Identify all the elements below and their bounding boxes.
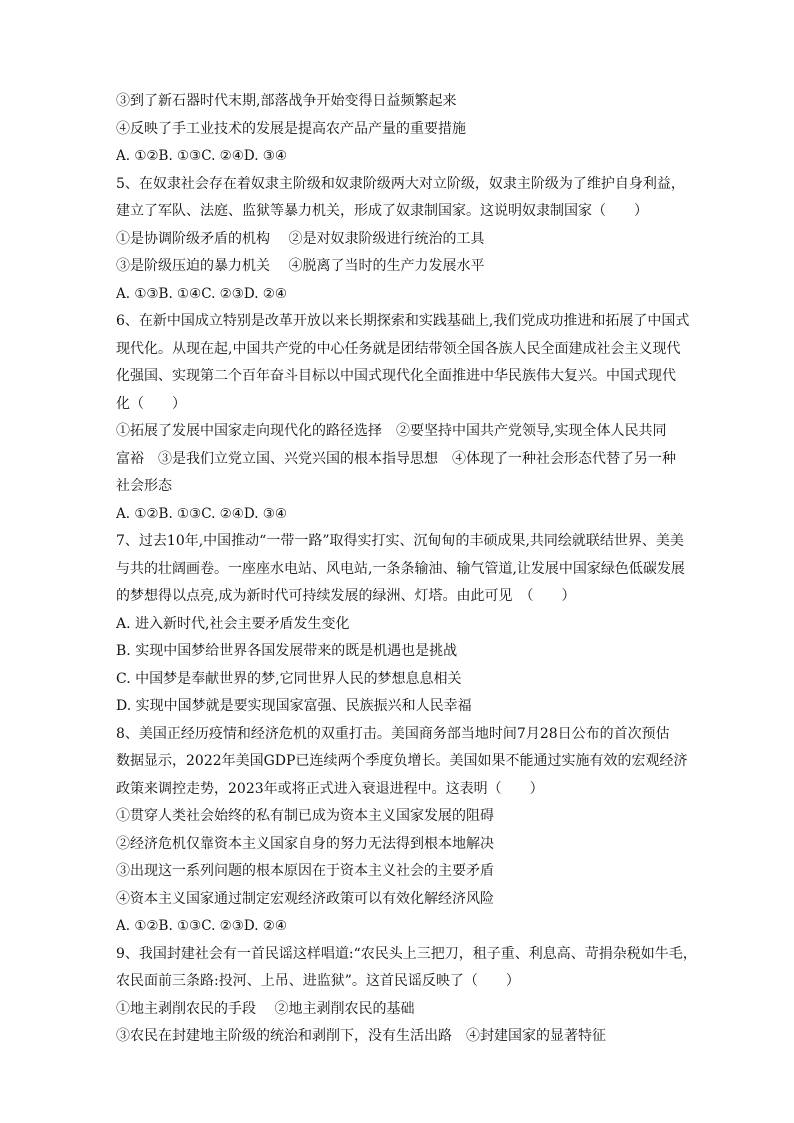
question-7-line-2: 与共的壮阔画卷。一座座水电站、风电站,一条条输油、输气管道,让发展中国家绿色低碳发展 — [116, 560, 685, 577]
question-7-option-b: B. 实现中国梦给世界各国发展带来的既是机遇也是挑战 — [116, 643, 458, 659]
question-7-line-1: 7、过去10年,中国推动“一带一路”取得实打实、沉甸甸的丰硕成果,共同绘就联结世界、美美 — [116, 533, 684, 549]
answer-options: A. ①③B. ①④C. ②③D. ②④ — [116, 285, 288, 302]
question-5-line-2: 建立了军队、法庭、监狱等暴力机关，形成了奴隶制国家。这说明奴隶制国家（ ） — [116, 203, 648, 219]
question-5-line-1: 5、在奴隶社会存在着奴隶主阶级和奴隶阶级两大对立阶级，奴隶主阶级为了维护自身利益， — [116, 175, 685, 192]
question-5-choice-1: ①是协调阶级矛盾的机构 ②是对奴隶阶级进行统治的工具 — [116, 230, 485, 247]
question-7-option-c: C. 中国梦是奉献世界的梦,它同世界人民的梦想息息相关 — [116, 670, 462, 687]
question-8-choice-3: ③出现这一系列问题的根本原因在于资本主义社会的主要矛盾 — [116, 863, 494, 879]
document-page — [116, 88, 697, 1051]
answer-options: A. ①②B. ①③C. ②④D. ③④ — [116, 505, 288, 522]
question-8-line-2: 数据显示，2022年美国GDP已连续两个季度负增长。美国如果不能通过实施有效的宏观经济 — [116, 753, 688, 769]
question-6-choice-2: 富裕 ③是我们立党立国、兴党兴国的根本指导思想 ④体现了一种社会形态代替了另一种 — [116, 450, 676, 467]
question-7-option-d: D. 实现中国梦就是要实现国家富强、民族振兴和人民幸福 — [116, 698, 472, 714]
question-9-choice-2: ③农民在封建地主阶级的统治和剥削下，没有生活出路 ④封建国家的显著特征 — [116, 1028, 606, 1044]
question-6-choice-1: ①拓展了发展中国家走向现代化的路径选择 ②要坚持中国共产党领导,实现全体人民共同 — [116, 423, 667, 439]
text-line-1: ③到了新石器时代末期,部落战争开始变得日益频繁起来 — [116, 93, 457, 109]
question-7-line-3: 的梦想得以点亮,成为新时代可持续发展的绿洲、灯塔。由此可见 （ ） — [116, 588, 576, 604]
question-6-line-3: 化强国、实现第二个百年奋斗目标以中国式现代化全面推进中华民族伟大复兴。中国式现代 — [116, 368, 676, 384]
question-8-line-3: 政策来调控走势，2023年或将正式进入衰退进程中。这表明（ ） — [116, 780, 544, 797]
question-9-line-1: 9、我国封建社会有一首民谣这样唱道:“农民头上三把刀，租子重、利息高、苛捐杂税如牛毛， — [116, 945, 697, 962]
question-6-choice-3: 社会形态 — [116, 478, 172, 494]
question-8-choice-4: ④资本主义国家通过制定宏观经济政策可以有效化解经济风险 — [116, 890, 494, 907]
answer-options: A. ①②B. ①③C. ②④D. ③④ — [116, 148, 288, 164]
question-9-line-2: 农民面前三条路:投河、上吊、进监狱”。这首民谣反映了（ ） — [116, 973, 520, 989]
question-8-choice-1: ①贯穿人类社会始终的私有制已成为资本主义国家发展的阻碍 — [116, 808, 494, 824]
question-7-option-a: A. 进入新时代,社会主要矛盾发生变化 — [116, 615, 350, 632]
text-line-2: ④反映了手工业技术的发展是提高农产品产量的重要措施 — [116, 120, 466, 137]
question-6-line-4: 化（ ） — [116, 395, 186, 412]
question-6-line-1: 6、在新中国成立特别是改革开放以来长期探索和实践基础上,我们党成功推进和拓展了中国式 — [116, 313, 690, 329]
question-6-line-2: 现代化。从现在起,中国共产党的中心任务就是团结带领全国各族人民全面建成社会主义现代 — [116, 340, 681, 357]
question-8-choice-2: ②经济危机仅靠资本主义国家自身的努力无法得到根本地解决 — [116, 835, 494, 852]
question-8-line-1: 8、美国正经历疫情和经济危机的双重打击。美国商务部当地时间7月28日公布的首次预估 — [116, 725, 670, 742]
question-5-choice-2: ③是阶级压迫的暴力机关 ④脱离了当时的生产力发展水平 — [116, 258, 485, 274]
question-9-choice-1: ①地主剥削农民的手段 ②地主剥削农民的基础 — [116, 1000, 415, 1017]
answer-options: A. ①②B. ①③C. ②③D. ②④ — [116, 918, 288, 934]
